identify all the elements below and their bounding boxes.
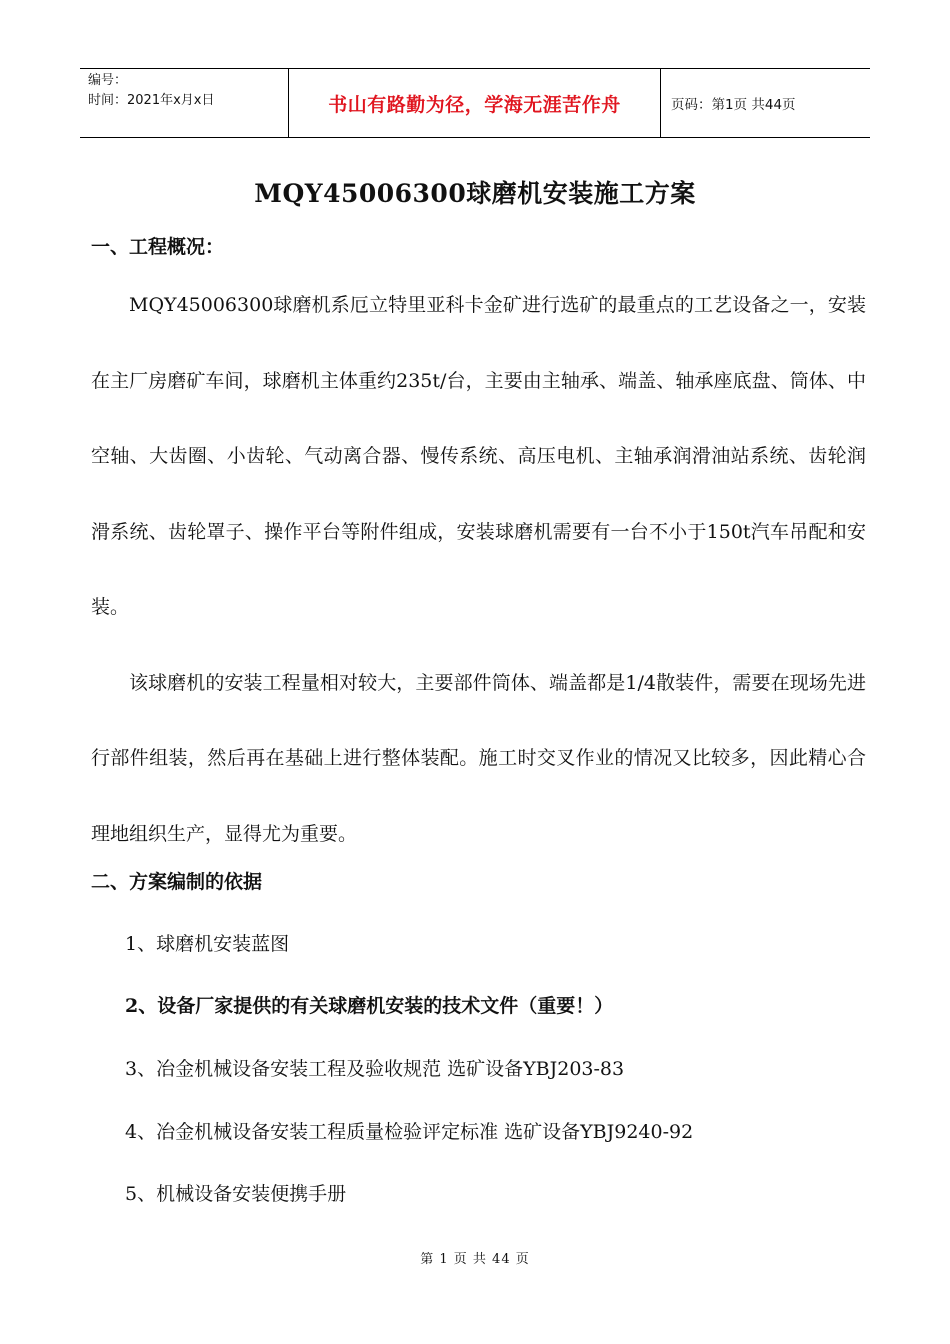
section1-paragraph1: MQY45006300球磨机系厄立特里亚科卡金矿进行选矿的最重点的工艺设备之一，安装在主厂房磨矿车间，球磨机主体重约235t/台，主要由主轴承、端盖、轴承座底盘、筒体、中空轴、大齿圈、小齿轮、气动离合器、慢传系统、高压电机、主轴承润滑油站系统、齿轮润滑系统、齿轮罩子、操作平台等附件组成，安装球磨机需要有一台不小于150t汽车吊配和安装。 <box>91 294 866 618</box>
header-slogan: 书山有路勤为径，学海无涯苦作舟 <box>288 69 661 137</box>
section1-heading: 一、工程概况： <box>91 236 225 258</box>
section1-body <box>91 268 866 872</box>
list-item: 3、冶金机械设备安装工程及验收规范 选矿设备YBJ203-83 <box>125 1058 625 1080</box>
document-title: MQY45006300球磨机安装施工方案 <box>254 179 696 208</box>
section2-heading: 二、方案编制的依据 <box>91 871 263 893</box>
number-label: 编号： <box>88 73 128 88</box>
header-table <box>80 68 870 138</box>
page-footer: 第 1 页 共 44 页 <box>420 1252 530 1267</box>
header-page-info: 页码：第1页 共44页 <box>671 97 796 113</box>
list-item: 5、机械设备安装便携手册 <box>125 1183 347 1205</box>
list-item: 1、球磨机安装蓝图 <box>125 933 290 955</box>
time-label: 时间：2021年x月x日 <box>88 93 215 108</box>
header-meta <box>80 69 288 137</box>
list-item: 2、设备厂家提供的有关球磨机安装的技术文件（重要！） <box>125 995 614 1017</box>
section1-paragraph2: 该球磨机的安装工程量相对较大，主要部件筒体、端盖都是1/4散装件，需要在现场先进行部件组装，然后再在基础上进行整体装配。施工时交叉作业的情况又比较多，因此精心合理地组织生产，显得尤为重要。 <box>91 671 866 845</box>
list-item: 4、冶金机械设备安装工程质量检验评定标准 选矿设备YBJ9240-92 <box>125 1121 694 1143</box>
